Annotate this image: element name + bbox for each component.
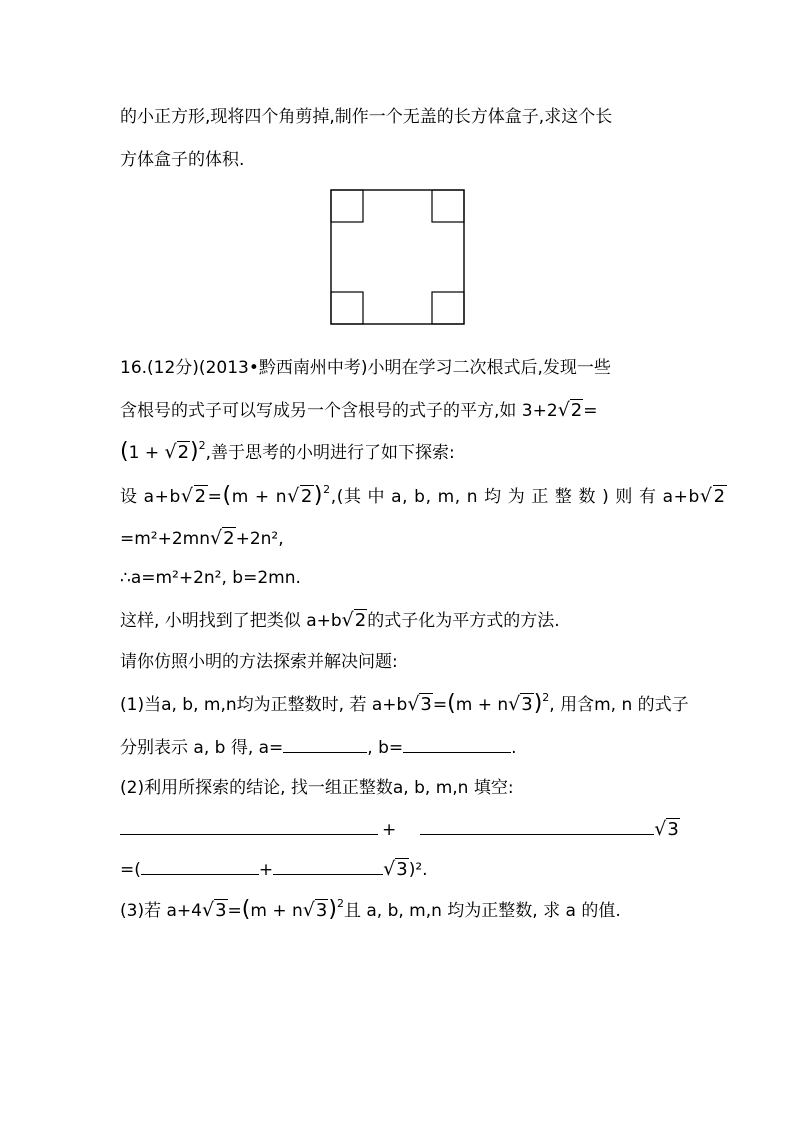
paren-close: ) <box>328 897 337 922</box>
corner-square-bottom-right <box>432 292 464 324</box>
expand-text: =m²+2mn <box>120 529 211 549</box>
q16-text: 含根号的式子可以写成另一个含根号的式子的平方,如 3+2 <box>120 401 558 421</box>
part-2-text: =( <box>120 860 141 880</box>
paren-close: ) <box>190 439 199 464</box>
plus-sign: + <box>272 901 287 921</box>
part-1-text: (1)当a, b, m,n均为正整数时, 若 a+b <box>120 695 408 715</box>
expand-text: +2n², <box>235 529 284 549</box>
answer-blank-n-value[interactable] <box>273 856 383 875</box>
answer-blank-a[interactable] <box>283 734 367 753</box>
question-16-line-2 <box>120 398 598 423</box>
part-2-text: . <box>422 860 428 880</box>
paren-open: ( <box>241 897 251 922</box>
var-m: m <box>250 901 267 921</box>
var-n: n <box>292 901 303 921</box>
number-one: 1 <box>128 443 140 463</box>
answer-blank-a-value[interactable] <box>120 816 378 835</box>
answer-blank-b[interactable] <box>403 734 511 753</box>
sqrt-2: √2 <box>164 441 190 463</box>
part-2-line-1 <box>120 816 680 842</box>
plus-sign: + <box>144 443 160 463</box>
paren-open: ( <box>222 483 232 508</box>
var-m: m <box>455 695 473 715</box>
sqrt-3: √3 <box>407 693 432 715</box>
exploration-line <box>120 484 727 511</box>
answer-blank-m-value[interactable] <box>141 856 259 875</box>
exponent-2: 2 <box>542 691 550 704</box>
question-16-line-3 <box>120 440 455 467</box>
part-1-text: . <box>511 738 517 758</box>
plus-sign: + <box>477 695 492 715</box>
equals-sign: = <box>583 401 598 421</box>
part-1-text: , b= <box>367 738 404 758</box>
question-16-heading: 16.(12分)(2013•黔西南州中考)小明在学习二次根式后,发现一些 <box>120 358 611 378</box>
text-line-2: 方体盒子的体积. <box>120 150 245 170</box>
sqrt-3: √3 <box>302 899 328 921</box>
exponent-2: 2 <box>323 483 331 496</box>
part-3-text: (3)若 a+4 <box>120 901 202 921</box>
method-line <box>120 608 560 633</box>
sqrt-3: √3 <box>201 899 227 921</box>
method-text: 这样, 小明找到了把类似 a+b <box>120 611 342 631</box>
plus-sign: + <box>254 487 270 507</box>
exponent-2: 2 <box>198 439 206 452</box>
paren-close: ) <box>533 691 543 716</box>
sqrt-3: √3 <box>383 858 408 880</box>
corner-square-bottom-left <box>331 292 363 324</box>
part-1-line-1 <box>120 692 689 719</box>
sqrt-2: √2 <box>180 485 207 507</box>
part-3-line <box>120 898 621 925</box>
part-2-heading: (2)利用所探索的结论, 找一组正整数a, b, m,n 填空: <box>120 778 514 798</box>
var-n: n <box>497 695 509 715</box>
var-n: n <box>275 487 288 507</box>
answer-blank-b-value[interactable] <box>420 816 654 835</box>
sqrt-2: √2 <box>341 609 367 631</box>
sqrt-2: √2 <box>699 485 726 507</box>
exponent-2: 2 <box>336 897 344 910</box>
q16-text: ,善于思考的小明进行了如下探索: <box>205 443 455 463</box>
instruction-line: 请你仿照小明的方法探索并解决问题: <box>120 652 398 672</box>
sqrt-2: √2 <box>210 527 235 549</box>
text-line-1: 的小正方形,现将四个角剪掉,制作一个无盖的长方体盒子,求这个长 <box>120 107 613 127</box>
paren-open: ( <box>447 691 456 716</box>
plus-sign: + <box>382 820 397 840</box>
method-text: 的式子化为平方式的方法. <box>367 611 560 631</box>
conclusion-line: ∴a=m²+2n², b=2mn. <box>120 568 301 588</box>
paren-close: ) <box>313 483 324 508</box>
equals-sign: = <box>432 695 448 715</box>
equals-sign: = <box>227 901 242 921</box>
part-1-line-2 <box>120 734 517 760</box>
part-1-text: 分别表示 a, b 得, a= <box>120 738 284 758</box>
var-m: m <box>231 487 249 507</box>
sqrt-3: √3 <box>654 818 679 840</box>
corner-square-top-left <box>331 190 363 222</box>
outer-square <box>331 190 464 324</box>
equals-sign: = <box>207 487 223 507</box>
square-diagram <box>330 189 466 327</box>
expansion-line <box>120 526 284 551</box>
part-1-text: , 用含m, n 的式子 <box>549 695 689 715</box>
paren-open: ( <box>120 439 129 464</box>
explore-text: ,(其 中 a, b, m, n 均 为 正 整 数 ) 则 有 a+b <box>330 487 700 507</box>
corner-square-top-right <box>432 190 464 222</box>
plus-sign: + <box>258 860 274 880</box>
sqrt-2: √2 <box>287 485 313 507</box>
part-2-text: )² <box>408 860 423 880</box>
part-2-line-2 <box>120 856 428 882</box>
sqrt-3: √3 <box>508 693 533 715</box>
explore-text: 设 a+b <box>120 487 181 507</box>
part-3-text: 且 a, b, m,n 均为正整数, 求 a 的值. <box>343 901 621 921</box>
sqrt-2: √2 <box>557 399 583 421</box>
